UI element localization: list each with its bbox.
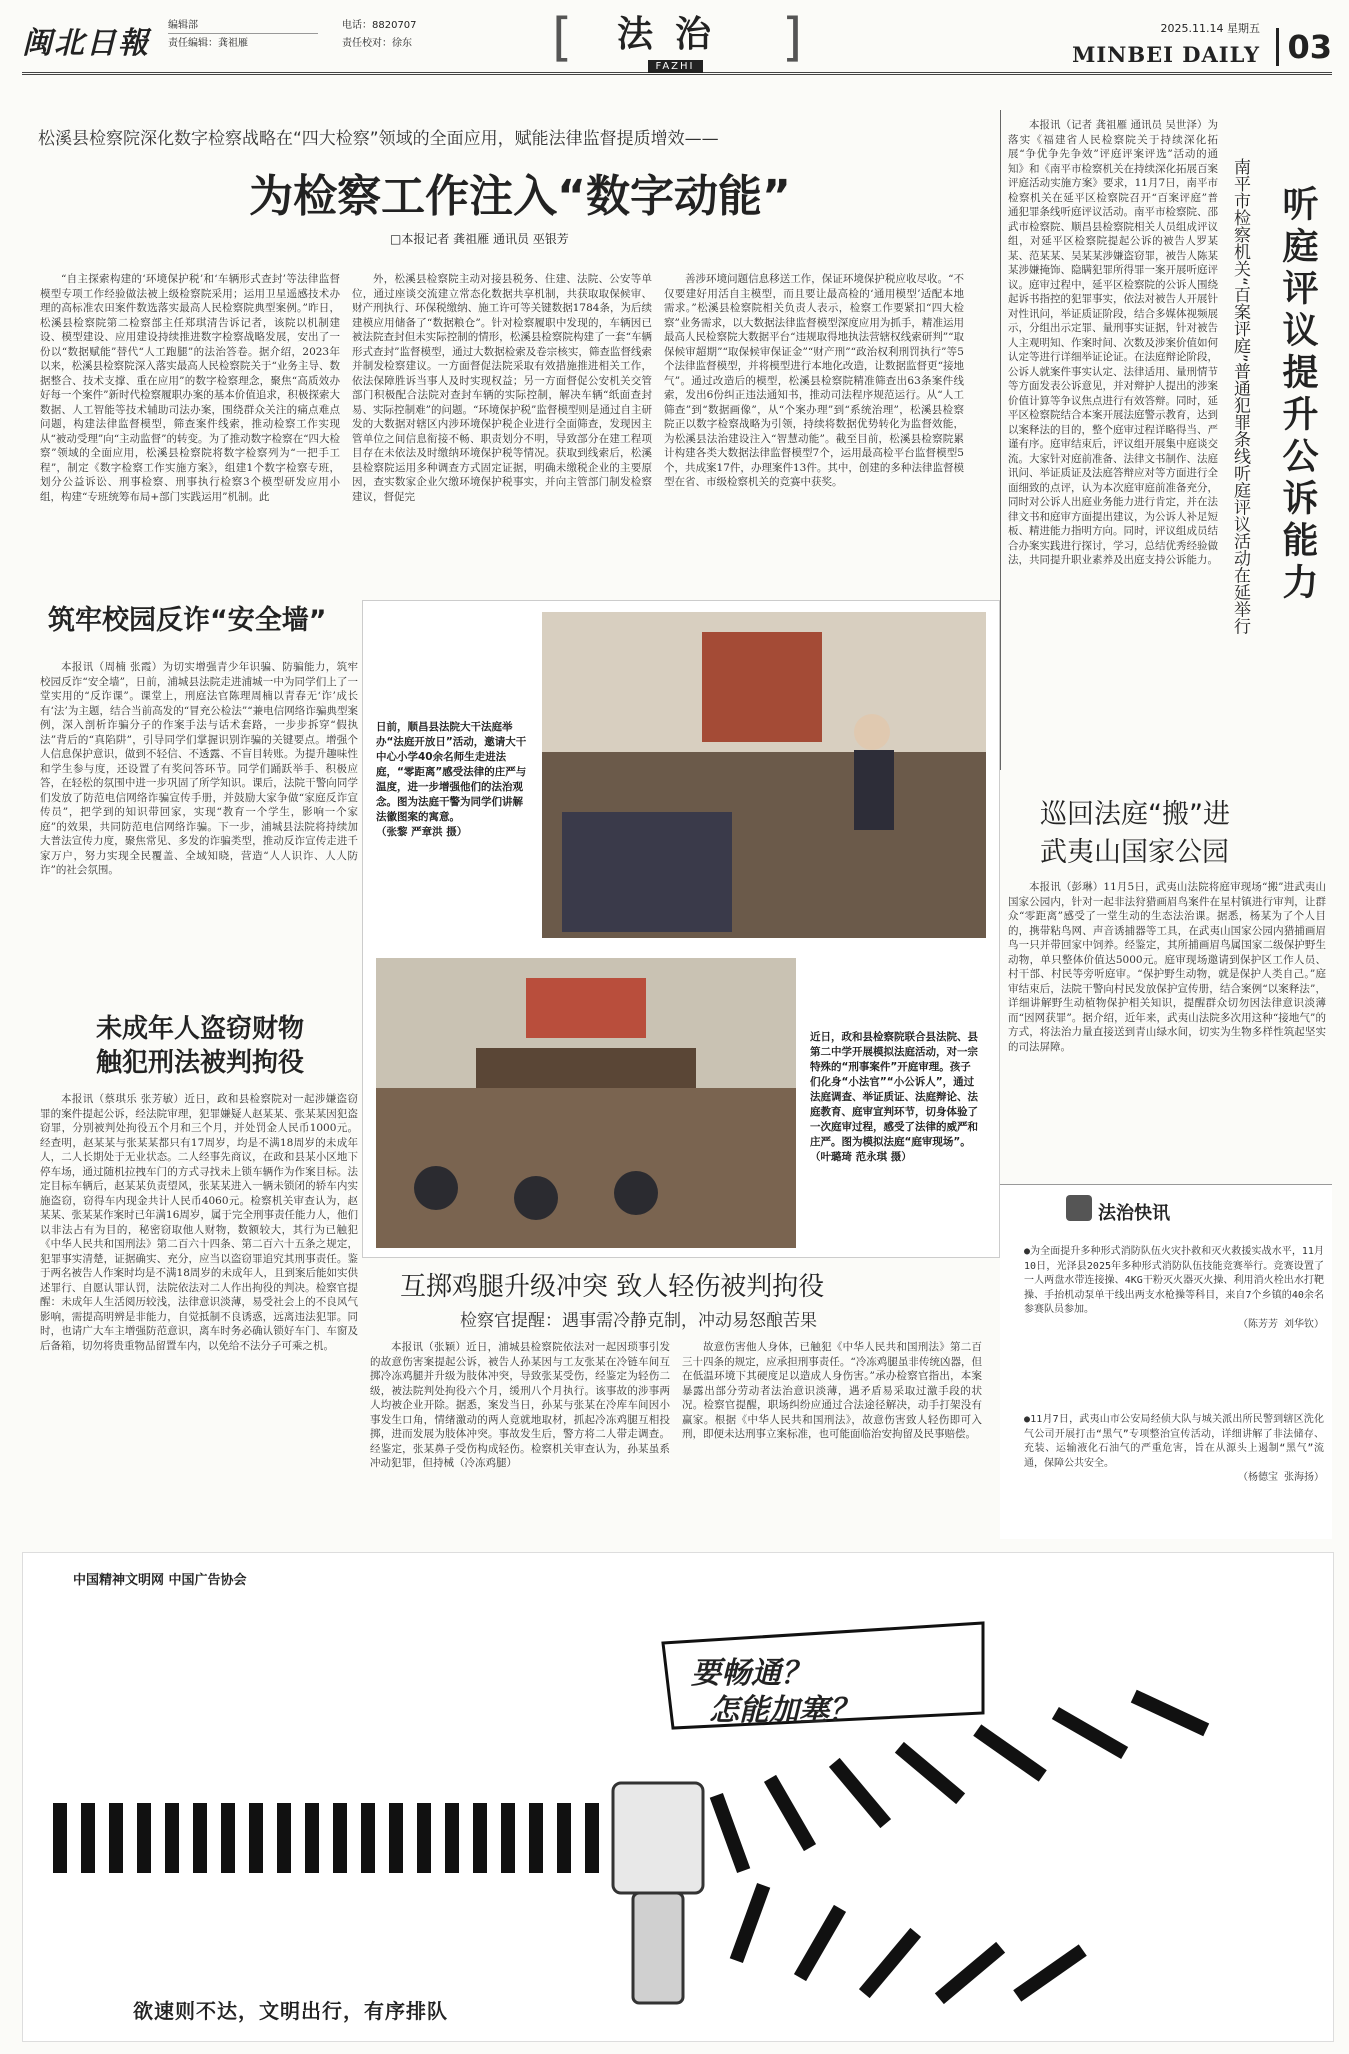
main-byline: □本报记者 龚祖雁 通讯员 巫银芳 — [390, 232, 569, 246]
paper-name: MINBEI DAILY — [1072, 42, 1260, 67]
photo-court-open-day — [542, 612, 986, 938]
photo2-credit: （叶璐琦 范永琪 摄） — [810, 1151, 912, 1163]
section-title: 法治 — [616, 13, 733, 55]
campus-body: 本报讯（周楠 张霞）为切实增强青少年识骗、防骗能力，筑牢校园反诈“安全墙”，日前，浦城县法院走进浦城一中为同学们上了一堂实用的“反诈课”。课堂上，刑庭法官陈理周楠以青春无‘诈’成长有‘法’为主题，结合当前高发的“冒充公检法”“兼电信网络诈骗典型案例，深入剖析诈骗分子的作案手法与话术套路，一步步拆穿“假执法”背后的“真陷阱”，引导同学们掌握识别诈骗的关键要点。增强个人信息保护意识，做到不轻信、不透露、不盲目转账。为提升趣味性和学生参与度，还设置了有奖问答环节。同学们踊跃举手、积极应答，在轻松的氛围中进一步巩固了所学知识。课后，法院干警向同学们发放了防范电信网络诈骗宣传手册，并鼓励大家争做“家庭反诈宣传员”，把学到的知识带回家，实现“教育一个学生，影响一个家庭”的效果，共同防范电信网络诈骗。下一步，浦城县法院将持续加大普法宣传力度，聚焦常见、多发的诈骗类型，推动反诈宣传走进千家万户，努力实现全民覆盖、全域知晓，营造“人人识诈、人人防诈”的社会氛围。 — [40, 661, 358, 876]
page-number: 03 — [1276, 28, 1332, 66]
main-col-2: 外，松溪县检察院主动对接县税务、住建、法院、公安等单位，通过座谈交流建立常态化数据共享机制，共获取取保候审、财产刑执行、环保税缴纳、施工许可等关键数据1784条，为后续建模应用储备了“数据粮仓”。针对检察履职中发现的，车辆因已被法院查封但未实际控制的情形，松溪县检察院构建了一套“车辆形式查封”监督模型，通过大数据检索及卷宗核实，筛查监督线索并制发检察建议。一方面督促法院采取有效措施推进相关工作，依法保障胜诉当事人及时实现权益；另一方面督促公安机关交管部门积极配合法院对查封车辆的实际控制，解决车辆“纸面查封易、实际控制难”的问题。“环境保护税”监督模型则是通过自主研发的大数据对辖区内涉环境保护税企业进行全面筛查，发现因主管单位之间信息衔接不畅、职责划分不明，导致部分在建工程项目存在未依法及时缴纳环境保护税等情况。获取到线索后，松溪县检察院运用多种调查方式固定证据，明确未缴税企业的主要原因，查实数家企业欠缴环境保护税事实，并向主管部门制发检察建议，督促完 — [352, 273, 652, 503]
main-title: 为检察工作注入“数字动能” — [249, 171, 791, 222]
photo1-credit: （张黎 严章洪 摄） — [376, 826, 468, 838]
chicken-subtitle: 检察官提醒：遇事需冷静克制，冲动易怒酿苦果 — [460, 1311, 817, 1331]
flash-credit-2: （杨德宝 张海扬） — [1237, 1472, 1324, 1483]
photo2-caption: 近日，政和县检察院联合县法院、县第二中学开展模拟法庭活动，对一宗特殊的“刑事案件”开庭审理。孩子们化身“小法官”“小公诉人”，通过法庭调查、举证质证、法庭辩论、法庭教育、庭审宣判环节，切身体验了一次庭审过程，感受了法律的威严和庄严。图为模拟法庭“庭审现场”。 （叶璐琦 范永琪 摄） — [810, 1031, 978, 1163]
main-subtitle: 松溪县检察院深化数字检察战略在“四大检察”领域的全面应用，赋能法律监督提质增效—— — [38, 129, 719, 149]
proof-reader: 责任校对：徐东 — [342, 38, 412, 49]
flash-item-1: ●为全面提升多种形式消防队伍火灾扑救和灭火救援实战水平，11月10日，光泽县2025年多种形式消防队伍技能竞赛举行。竞赛设置了一人两盘水带连接操、4KG干粉灭火器灭火操、利用消火栓出水打靶操、手抬机动泵单干线出两支水枪操等科目，来自7个乡镇的40余名参赛队员参加。 （陈芳芳 刘华钦） — [1024, 1245, 1324, 1332]
ad-slogan-2: 怎能加塞？ — [709, 1693, 859, 1728]
phone: 电话：8820707 — [342, 20, 417, 31]
section-pinyin: FAZHI — [648, 60, 703, 73]
minor-body: 本报讯（蔡琪乐 张芳敏）近日，政和县检察院对一起涉嫌盗窃罪的案件提起公诉，经法院审理，犯罪嫌疑人赵某某、张某某因犯盗窃罪，分别被判处拘役五个月和三个月，并处罚金人民币1000元。经查明，赵某某与张某某都只有17周岁，均是不满18周岁的未成年人，二人长期处于无业状态。二人经事先商议，在政和县某小区地下停车场，通过随机拉拽车门的方式寻找未上锁车辆作为作案目标。法定目标车辆后，赵某某负责望风，张某某进入一辆未锁闭的轿车内实施盗窃，窃得车内现金共计人民币4060元。检察机关审查认为，赵某某、张某某作案时已年满16周岁，属于完全刑事责任能力人，他们以非法占有为目的，秘密窃取他人财物，数额较大，其行为已触犯《中华人民共和国刑法》第二百六十四条、第二百六十五条之规定，犯罪事实清楚，证据确实、充分，应当以盗窃罪追究其刑事责任。鉴于两名被告人作案时均是不满18周岁的未成年人，且到案后能如实供述罪行、自愿认罪认罚，法院依法对二人作出拘役的判决。检察官提醒：未成年人生活阅历较浅，法律意识淡薄，易受社会上的不良风气影响，需提高明辨是非能力，自觉抵制不良诱惑，远离违法犯罪。同时，也请广大车主增强防范意识，离车时务必确认锁好车门、车窗及后备箱，切勿将贵重物品留置车内，以免给不法分子可乘之机。 — [40, 1093, 358, 1352]
flash-title: 法治快讯 — [1098, 1203, 1170, 1224]
issue-date: 2025.11.14 星期五 — [1160, 22, 1260, 35]
chicken-col-2: 故意伤害他人身体，已触犯《中华人民共和国刑法》第二百三十四条的规定，应承担刑事责任。“冷冻鸡腿虽非传统凶器，但在低温环境下其硬度足以造成人身伤害。”承办检察官指出，本案暴露出部分劳动者法治意识淡薄，遇矛盾易采取过激手段的状况。检察官提醒，职场纠纷应通过合法途径解决，动手打架没有赢家。根据《中华人民共和国刑法》，故意伤害致人轻伤即可入刑，即便未达刑事立案标准，也可能面临治安拘留及民事赔偿。 — [682, 1341, 982, 1440]
editor: 责任编辑：龚祖雁 — [168, 38, 248, 49]
chicken-title: 互掷鸡腿升级冲突 致人轻伤被判拘役 — [400, 1272, 825, 1302]
main-col-3: 善涉环境问题信息移送工作，保证环境保护税应收尽收。“不仅要建好用活自主模型，而且要让最高检的‘通用模型’适配本地需求。”松溪县检察院相关负责人表示，检察工作要紧扣“四大检察”业务需求，以大数据法律监督模型深度应用为抓手，精准运用最高人民检察院大数据平台“违规取得地执法营辖权线索研判”“取保候审超期”“取保候审保证金”“财产刑”“政治权利刑罚执行”等5个法律监督模型，并将模型进行本地化改造，让数据监督更“接地气”。通过改造后的模型，松溪县检察院精准筛查出63条案件线索，发出6份纠正违法通知书，推动司法程序规范运行。从“人工筛查”到“数据画像”，从“个案办理”到“系统治理”，松溪县检察院正以数字检察战略为引领，持续将数据优势转化为监督效能，为松溪县法治建设注入“智慧动能”。截至目前，松溪县检察院累计构建各类大数据法律监督模型7个，运用最高检平台监督模型5个，共成案17件，办理案件13件。其中，创建的多种法律监督模型在省、市级检察机关的竞赛中获奖。 — [664, 273, 964, 488]
minor-title-line2: 触犯刑法被判拘役 — [95, 1048, 304, 1078]
masthead — [22, 8, 1332, 75]
divider — [1000, 110, 1001, 770]
campus-title: 筑牢校园反诈“安全墙” — [48, 605, 327, 636]
photo-moot-court — [376, 958, 796, 1248]
tour-title-line2: 武夷山国家公园 — [1040, 837, 1229, 868]
ad-slogan-1: 要畅通？ — [691, 1656, 811, 1691]
tour-title-line1: 巡回法庭“搬”进 — [1040, 799, 1230, 830]
photo1-caption: 日前，顺昌县法院大干法庭举办“法庭开放日”活动，邀请大干中心小学40余名师生走进法庭，“零距离”感受法律的庄严与温度，进一步增强他们的法治观念。图为法庭干警为同学们讲解法徽图案的寓意。 （张黎 严章洪 摄） — [376, 721, 527, 838]
dept: 编辑部 — [168, 18, 318, 34]
newspaper-logo: 闽北日報 — [22, 26, 150, 61]
public-service-ad — [22, 1552, 1334, 2042]
flash-credit-1: （陈芳芳 刘华钦） — [1237, 1318, 1324, 1330]
flash-item-2: ●11月7日，武夷山市公安局经侦大队与城关派出所民警到辖区洗化气公司开展打击“黑气”专项整治宣传活动，详细讲解了非法储存、充装、运输液化石油气的严重危害，旨在从源头上遏制“黑气”流通，保障公共安全。 （杨德宝 张海扬） — [1024, 1413, 1324, 1486]
tour-body: 本报讯（彭琳）11月5日，武夷山法院将庭审现场“搬”进武夷山国家公园内，针对一起非法狩猎画眉鸟案件在星村镇进行审判，让群众“零距离”感受了一堂生动的生态法治课。据悉，杨某为了个人目的，携带粘鸟网、声音诱捕器等工具，在武夷山国家公园内猎捕画眉鸟一只并带回家中饲养。经鉴定，其所捕画眉鸟属国家二级保护野生动物，单只整体价值达5000元。庭审现场邀请到保护区工作人员、村干部、村民等旁听庭审。“保护野生动物，就是保护人类自己。”庭审结束后，法院干警向村民发放保护宣传册，结合案例“以案释法”，详细讲解野生动植物保护相关知识，提醒群众切勿因法律意识淡薄而“因网获罪”。据介绍，近年来，武夷山法院多次用这种“接地气”的方式，将法治力量直接送到青山绿水间，切实为生物多样性筑起坚实的司法屏障。 — [1008, 881, 1326, 1053]
section-header — [570, 14, 780, 73]
flash-box — [1000, 1184, 1332, 1539]
moot-court-photo-illustration — [376, 958, 796, 1248]
ad-footer: 欲速则不达，文明出行，有序排队 — [133, 1999, 448, 2023]
right-article-body: 本报讯（记者 龚祖雁 通讯员 吴世泽）为落实《福建省人民检察院关于持续深化拓展“争优争先争效”评庭评案评选”活动的通知》和《南平市检察机关在持续深化拓展百案评庭活动实施方案》要求，11月7日，南平市检察机关在延平区检察院召开“百案评庭”普通犯罪条线听庭评议活动。南平市检察院、邵武市检察院、顺昌县检察院相关人员组成评议组，对延平区检察院提起公诉的被告人罗某某、范某某、吴某某涉嫌盗窃罪，被告人陈某某涉嫌掩饰、隐瞒犯罪所得罪一案开展听庭评议。庭审过程中，延平区检察院的公诉人围绕起诉书指控的犯罪事实，依法对被告人开展针对性讯问，举证质证阶段，结合多媒体视频展示，分组出示定罪、量刑事实证据，针对被告人主观明知、作案时间、次数及涉案价值如何认定等进行详细举证论证。在法庭辩论阶段，公诉人就案件事实认定、法律适用、量刑情节等方面发表公诉意见，并对辩护人提出的涉案价值计算等争议焦点进行有效答辩。同时，延平区检察院结合本案开展法庭警示教育，达到以案释法的目的，整个庭审过程详略得当、严谨有序。庭审结束后，评议组开展集中庭谈交流。大家针对庭前准备、法律文书制作、法庭讯问、举证质证及法庭答辩应对等方面进行全面细致的点评，认为本次庭审庭前准备充分，同时对公诉人出庭业务能力进行肯定，并在法律文书和庭审方面提出建议，为公诉人补足短板、精进能力指明方向。同时，评议组成员结合办案实践进行探讨，学习，总结优秀经验做法，共同提升职业素养及出庭支持公诉能力。 — [1008, 119, 1218, 566]
left-bracket-icon: [ — [552, 8, 573, 68]
chicken-col-1: 本报讯（张颖）近日，浦城县检察院依法对一起因琐事引发的故意伤害案提起公诉，被告人孙某因与工友张某在冷链车间互掷冷冻鸡腿并升级为肢体冲突，导致张某受伤，经鉴定为轻伤二级，被法院判处拘役六个月，缓刑八个月执行。该事故的涉事两人均被企业开除。据悉，案发当日，孙某与张某在冷库车间因小事发生口角，情绪激动的两人竟就地取材，抓起冷冻鸡腿互相投掷，进而发展为肢体冲突。事故发生后，警方将二人带走调查。经鉴定，张某鼻子受伤构成轻伤。检察机关审查认为，孙某虽系冲动犯罪，但持械（冷冻鸡腿） — [370, 1341, 670, 1469]
minor-title-line1: 未成年人盗窃财物 — [95, 1014, 304, 1044]
courtroom-photo-illustration — [542, 612, 986, 938]
zipper-illustration — [23, 1553, 1333, 2041]
ad-sponsors: 中国精神文明网 中国广告协会 — [73, 1573, 247, 1588]
right-bracket-icon: ] — [782, 8, 803, 68]
main-col-1: “自主探索构建的‘环境保护税’和‘车辆形式查封’等法律监督模型专项工作经验做法被上级检察院采用；运用卫星遥感技术办理的高标准农田案件数选落实最高人民检察院典型案例。”昨日，松溪县检察院第二检察部主任郑琪清告诉记者，该院以机制建设、模型建设、应用建设持续推进数字检察战略发展，安出了一份以“数据赋能”替代“人工跑腿”的法治答卷。据介绍，2023年以来，松溪县检察院深入落实最高人民检察院关于“业务主导、数据整合、技术支撑、重在应用”的数字检察理念，聚焦“高质效办好每一个案件”新时代检察履职办案的基本价值追求，积极探索大数据、人工智能等技术辅助司法办案，围绕群众关注的痛点难点问题，构建法律监督模型，筛查案件线索，推动检察工作实现从“被动受理”向“主动监督”的转变。为了推动数字检察在“四大检察”领域的全面应用，松溪县检察院将数字检察列为“一把手工程”，制定《数字检察工作实施方案》，组建1个数字检察专班，划分公益诉讼、刑事检察、刑事执行检察3个模型研发应用小组，构建“专班统筹布局+部门实践运用”机制。此 — [40, 273, 340, 503]
gavel-icon — [1066, 1195, 1092, 1221]
right-article-title: 听庭评议提升公诉能力 — [1277, 185, 1318, 605]
right-article-subtitle: 南平市检察机关“百案评庭”普通犯罪条线听庭评议活动在延举行 — [1230, 158, 1250, 635]
